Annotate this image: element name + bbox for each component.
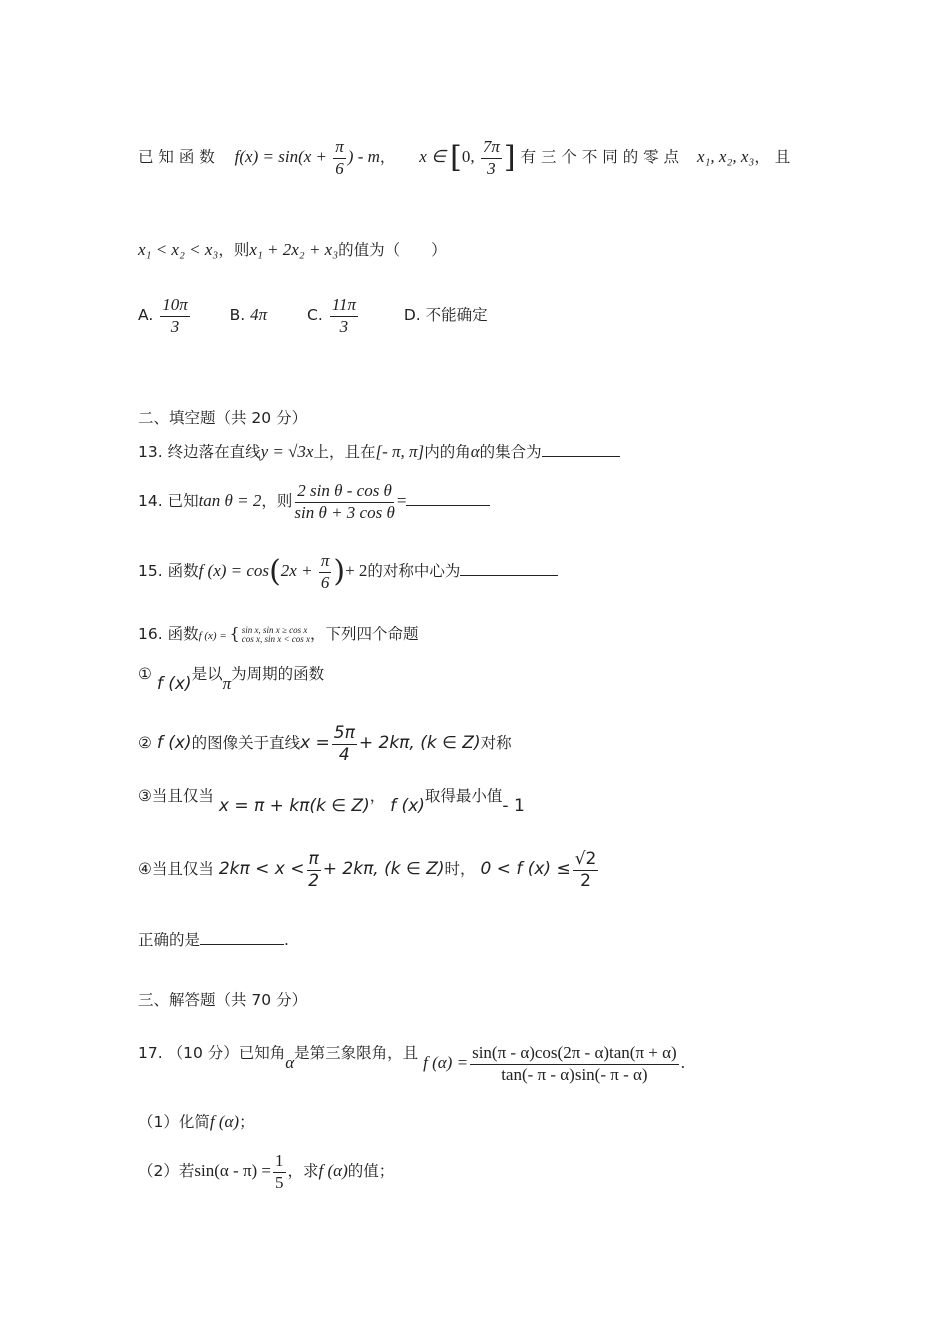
q12-roots: x₁, x₂, x₃ xyxy=(696,147,755,167)
q15-answer-blank xyxy=(460,574,558,576)
q12-domain: x ∈ xyxy=(419,147,451,167)
q16-sqrt2-over-2: $\frac{√2}{2}$ xyxy=(574,849,597,891)
q14-answer-blank xyxy=(406,504,490,506)
q13-answer-blank xyxy=(542,455,620,457)
section3-title: 三、解答题（共 70 分） xyxy=(138,991,308,1009)
q12-pi-over-6: $\frac{\pi}{6}$ xyxy=(335,137,344,178)
q16-p3: ③当且仅当 x = π + kπ(k ∈ Z)， f (x)取得最小值- 1 xyxy=(138,787,525,816)
q16-p1: ① f (x)是以π为周期的函数 xyxy=(138,665,325,694)
q12-order: x₁ < x₂ < x₃ xyxy=(138,240,219,259)
option-d: D. 不能确定 xyxy=(403,306,488,325)
q12-line2: x₁ < x₂ < x₃，则x₁ + 2x₂ + x₃的值为（ ） xyxy=(138,240,447,259)
q13-line-eq: y = √3x xyxy=(260,442,314,461)
q16-p4: ④当且仅当 2kπ < x < $\frac{\pi}{2}$ + 2kπ, (k ∈ Z)时， 0 < f (x) ≤ $\frac{√2}{2}$ xyxy=(138,849,597,891)
q13: 13. 终边落在直线y = √3x上，且在[- π, π]内的角α的集合为 xyxy=(138,440,620,462)
q12-intro: 已 知 函 数 xyxy=(138,148,215,167)
q14: 14. 已知tan θ = 2，则 $\frac{\text{2 sin θ - cos θ}}{\text{sin θ + 3 cos θ}}$ = xyxy=(138,482,490,522)
q14-fraction: $\frac{\text{2 sin θ - cos θ}}{\text{sin θ + 3 cos θ}}$ xyxy=(294,481,395,522)
q12-line1: 已 知 函 数 f(x) = sin(x + $\frac{\pi}{6}$ ) - m， x ∈ [0, $\frac{7\pi}{3}$ ] 有 三 个 不 同 的 零 点 x₁, x₂, x₃， 且 xyxy=(138,137,791,178)
q17-part1: （1）化简f (α)； xyxy=(138,1112,255,1131)
q12-options xyxy=(138,296,488,336)
q17-one-fifth: $\frac{1}{5}$ xyxy=(275,1151,284,1192)
q13-interval: [- π, π] xyxy=(375,442,425,461)
option-b-label: B. xyxy=(229,306,246,325)
q16-5pi-over-4: $\frac{5\pi}{4}$ xyxy=(333,723,355,765)
q14-cond: tan θ = 2 xyxy=(198,491,262,511)
section2-title: 二、填空题（共 20 分） xyxy=(138,409,308,427)
q12-fdef: f(x) = sin(x + xyxy=(234,147,332,167)
q15: 15. 函数f (x) = cos(2x + $\frac{\pi}{6}$ )+ 2的对称中心为 xyxy=(138,552,558,592)
q17-part2: （2）若sin(α - π) = $\frac{1}{5}$ ，求f (α)的值； xyxy=(138,1151,395,1192)
q16: 16. 函数f (x) = { sin x, sin x ≥ cos x cos x, sin x < cos x ，下列四个命题 xyxy=(138,624,419,644)
option-b-value: 4π xyxy=(250,305,268,325)
q16-p2: ② f (x)的图像关于直线x = $\frac{5\pi}{4}$ + 2kπ, (k ∈ Z)对称 xyxy=(138,723,512,765)
option-c-label: C. xyxy=(307,306,323,325)
option-c-value: $\frac{11\pi}{3}$ xyxy=(331,295,356,336)
q17-fraction: $\frac{\sin(\pi - \alpha)\cos(2\pi - \alpha)\tan(\pi + \alpha)}{\tan(- \pi - \alpha)\sin(- \pi - \alpha)}$ xyxy=(472,1043,677,1084)
q12-expr: x₁ + 2x₂ + x₃ xyxy=(249,240,339,259)
q12-zeros-text: 有 三 个 不 同 的 零 点 xyxy=(520,148,680,167)
q15-pi-over-6: $\frac{\pi}{6}$ xyxy=(320,551,330,592)
q17: 17. （10 分）已知角α是第三象限角，且 f (α) = $\frac{\sin(\pi - \alpha)\cos(2\pi - \alpha)\tan(\pi + \alpha)}{\tan(- \pi - \alpha)\sin(- \pi - \alpha)}$ . xyxy=(138,1043,685,1084)
q16-piecewise: sin x, sin x ≥ cos x cos x, sin x < cos x xyxy=(241,625,311,644)
q16-answer: 正确的是 . xyxy=(138,931,289,949)
q16-pi-over-2: $\frac{\pi}{2}$ xyxy=(308,849,320,891)
option-a-label: A. xyxy=(138,306,154,325)
option-a-value: $\frac{10\pi}{3}$ xyxy=(162,295,188,336)
q12-7pi-over-3: $\frac{7\pi}{3}$ xyxy=(482,137,500,178)
q16-answer-blank xyxy=(200,943,284,945)
q15-f: f (x) = cos xyxy=(198,561,270,581)
